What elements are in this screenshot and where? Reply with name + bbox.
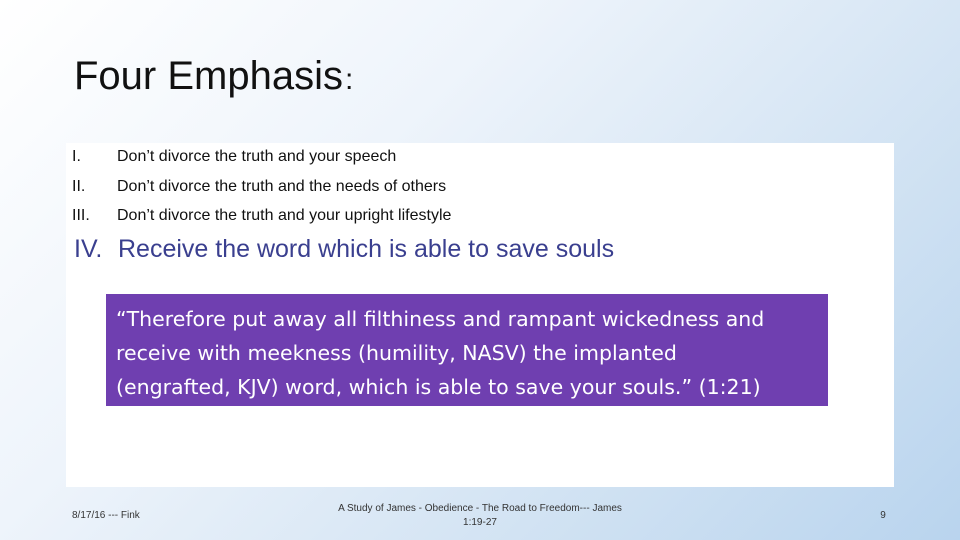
quote-line-2: receive with meekness (humility, NASV) the implanted: [116, 341, 677, 365]
point-item-4: [74, 235, 614, 264]
quote-box: [106, 294, 828, 406]
quote-line-3: (engrafted, KJV) word, which is able to save your souls.” (1:21): [116, 375, 761, 399]
point-text: Don’t divorce the truth and your upright lifestyle: [117, 207, 452, 224]
page-number: 9: [880, 510, 886, 521]
content-box: [66, 143, 894, 487]
main-point-text: Receive the word which is able to save souls: [118, 235, 615, 263]
footer-title-line-2: 1:19-27: [463, 517, 497, 528]
footer-date: 8/17/16 --- Fink: [72, 510, 140, 521]
slide-title-text: Four Emphasis: [74, 54, 343, 98]
point-text: Don’t divorce the truth and your speech: [117, 148, 397, 165]
point-number: II.: [72, 178, 86, 195]
slide-title: [74, 54, 353, 99]
point-text: Don’t divorce the truth and the needs of others: [117, 178, 447, 195]
slide-title-colon: :: [344, 63, 354, 96]
quote-line-1: “Therefore put away all filthiness and rampant wickedness and: [116, 307, 765, 331]
point-number: III.: [72, 207, 90, 224]
footer-title-line-1: A Study of James - Obedience - The Road to Freedom--- James: [338, 503, 622, 514]
point-number: I.: [72, 148, 81, 165]
footer-title: [320, 502, 640, 530]
main-point-number: IV.: [74, 235, 103, 263]
